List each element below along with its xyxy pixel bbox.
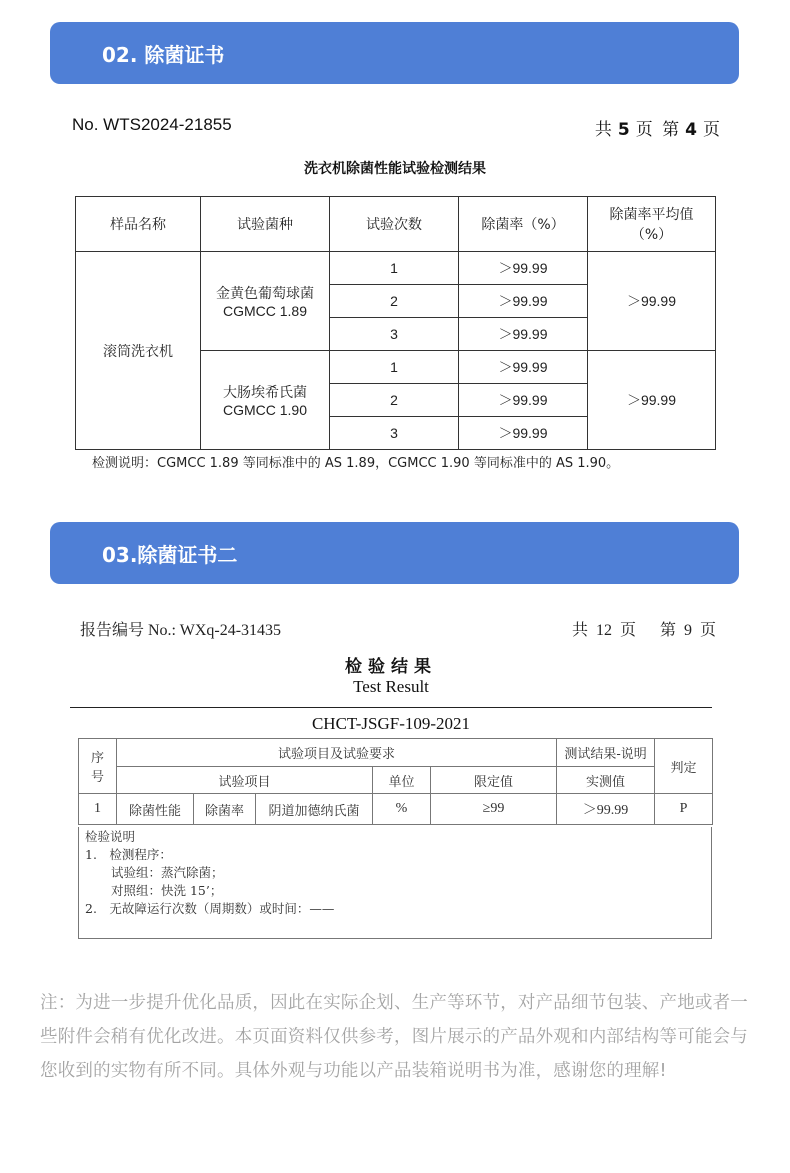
serial-cell: 1: [79, 794, 117, 825]
header-sample-name: 样品名称: [76, 197, 201, 252]
table-row: [79, 794, 713, 825]
header-result-desc: 测试结果-说明: [557, 739, 655, 767]
certificate-title: 洗衣机除菌性能试验检测结果: [304, 161, 486, 177]
certificate-header: [80, 617, 716, 639]
section-banner-certificate-two: [50, 522, 739, 584]
header-limit: 限定值: [431, 767, 557, 794]
disclaimer-text: 注：为进一步提升优化品质，因此在实际企划、生产等环节，对产品细节包装、产地或者一些附件会稍有优化改进。本页面资料仅供参考，图片展示的产品外观和内部结构等可能会与您收到的实物有所不同。具体外观与功能以产品装箱说明书为准，感谢您的理解!: [40, 993, 748, 1081]
header-judgement: 判定: [655, 739, 713, 794]
certificate-subtitle: Test Result: [353, 677, 429, 696]
rate-cell: ＞99.99: [459, 417, 588, 450]
unit-cell: %: [373, 794, 431, 825]
average-cell: ＞99.99: [588, 351, 716, 450]
section-banner-title: 02. 除菌证书: [102, 42, 225, 67]
strain-cell: 金黄色葡萄球菌 CGMCC 1.89: [201, 252, 330, 351]
rate-cell: ＞99.99: [459, 318, 588, 351]
divider: [70, 707, 712, 708]
sample-name-cell: 滚筒洗衣机: [76, 252, 201, 450]
rate-cell: ＞99.99: [459, 252, 588, 285]
item-cell: 除菌性能: [117, 794, 194, 825]
sterilization-results-table: [75, 196, 716, 450]
header-run-count: 试验次数: [330, 197, 459, 252]
notes-heading: 检验说明: [85, 829, 136, 844]
table-header-row: [79, 767, 713, 794]
note-line: 试验组：蒸汽除菌；: [111, 865, 224, 880]
run-cell: 3: [330, 318, 459, 351]
report-number: 报告编号 No.: WXq-24-31435: [80, 622, 282, 639]
test-notes: [78, 827, 712, 939]
header-unit: 单位: [373, 767, 431, 794]
run-cell: 2: [330, 384, 459, 417]
note-line: 2. 无故障运行次数（周期数）或时间：——: [85, 901, 335, 916]
test-result-table: [78, 738, 713, 825]
test-note: 检测说明：CGMCC 1.89 等同标准中的 AS 1.89，CGMCC 1.90 等同标准中的 AS 1.90。: [92, 456, 620, 471]
certificate-header: [72, 115, 722, 139]
run-cell: 1: [330, 351, 459, 384]
rate-cell: ＞99.99: [459, 384, 588, 417]
page-indicator: 共 5 页 第 4 页: [594, 120, 722, 140]
table-header-row: [76, 197, 716, 252]
note-line: 1. 检测程序：: [85, 847, 172, 862]
note-line: 对照组：快洗 15’；: [111, 883, 223, 898]
standard-code: CHCT-JSGF-109-2021: [311, 714, 471, 733]
strain-cell: 大肠埃希氏菌 CGMCC 1.90: [201, 351, 330, 450]
item-cell: 除菌率: [194, 794, 256, 825]
certificate-title: 检验结果: [345, 657, 437, 677]
judgement-cell: P: [655, 794, 713, 825]
header-items-requirements: 试验项目及试验要求: [117, 739, 557, 767]
run-cell: 3: [330, 417, 459, 450]
header-measured: 实测值: [557, 767, 655, 794]
average-cell: ＞99.99: [588, 252, 716, 351]
header-rate: 除菌率（%）: [459, 197, 588, 252]
header-item: 试验项目: [117, 767, 373, 794]
rate-cell: ＞99.99: [459, 351, 588, 384]
header-serial: 序 号: [79, 739, 117, 794]
run-cell: 2: [330, 285, 459, 318]
table-row: [76, 252, 716, 285]
item-cell: 阴道加德纳氏菌: [256, 794, 373, 825]
section-banner-certificate: [50, 22, 739, 84]
header-strain: 试验菌种: [201, 197, 330, 252]
rate-cell: ＞99.99: [459, 285, 588, 318]
measured-cell: ＞99.99: [557, 794, 655, 825]
table-header-row: [79, 739, 713, 767]
run-cell: 1: [330, 252, 459, 285]
page-indicator: 共 12 页 第 9 页: [571, 622, 716, 639]
limit-cell: ≥99: [431, 794, 557, 825]
report-number: No. WTS2024-21855: [72, 115, 232, 134]
header-average-rate: 除菌率平均值 （%）: [588, 197, 716, 252]
section-banner-title: 03.除菌证书二: [102, 542, 238, 567]
